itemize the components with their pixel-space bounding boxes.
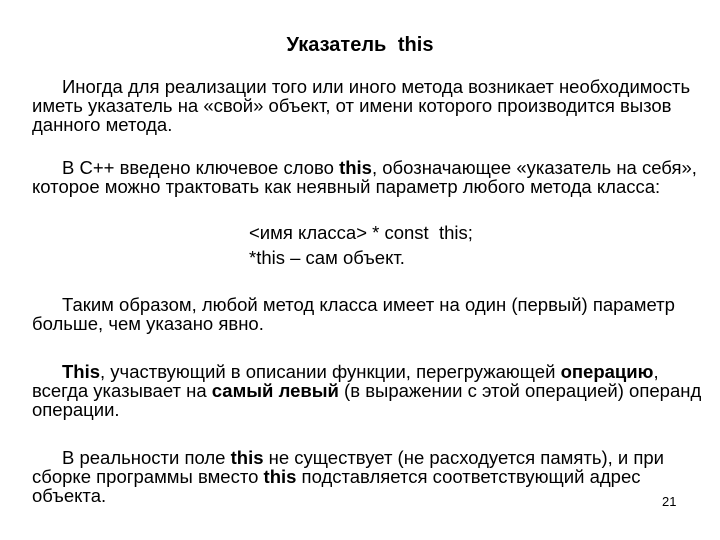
keyword-this-capitalized: This	[62, 361, 101, 382]
paragraph-extra-parameter-text: Таким образом, любой метод класса имеет на один (первый) параметр больше, чем указано явно.	[32, 294, 675, 334]
paragraph-operator-overload-text-2: , всегда указывает на	[32, 361, 659, 401]
paragraph-operator-overload-text-3: (в выражении с этой операцией) операнд операции.	[32, 380, 702, 420]
keyword-this: this	[339, 157, 372, 178]
code-declaration-line: <имя класса> * const this;	[249, 222, 473, 243]
paragraph-operator-overload	[32, 362, 712, 419]
keyword-this-substituted: this	[263, 466, 297, 487]
paragraph-extra-parameter	[32, 295, 712, 333]
paragraph-operator-overload-text-1: , участвующий в описании функции, перегружающей	[100, 361, 561, 382]
paragraph-this-definition-text-2: , обозначающее «указатель на себя», которое можно трактовать как неявный параметр любого метода класса:	[32, 157, 697, 197]
code-dereference-line: *this – сам объект.	[249, 247, 405, 268]
paragraph-reality-text-2: не существует (не расходуется память), и при сборке программы вместо	[32, 447, 665, 487]
paragraph-reality	[32, 448, 712, 505]
page-number: 21	[662, 494, 677, 509]
paragraph-this-definition-text-1: В С++ введено ключевое слово	[62, 157, 340, 178]
emphasis-leftmost: самый левый	[211, 380, 339, 401]
keyword-this-field: this	[230, 447, 264, 468]
paragraph-intro-text: Иногда для реализации того или иного метода возникает необходимость иметь указатель на «свой» объект, от имени которого производится вызов данного метода.	[32, 76, 691, 135]
emphasis-operation: операцию	[560, 361, 654, 382]
paragraph-intro	[32, 77, 712, 134]
slide-title: Указатель this	[286, 34, 434, 56]
paragraph-reality-text-3: подставляется соответствующий адрес объекта.	[32, 466, 641, 506]
paragraph-this-definition	[32, 158, 712, 196]
paragraph-reality-text-1: В реальности поле	[62, 447, 231, 468]
